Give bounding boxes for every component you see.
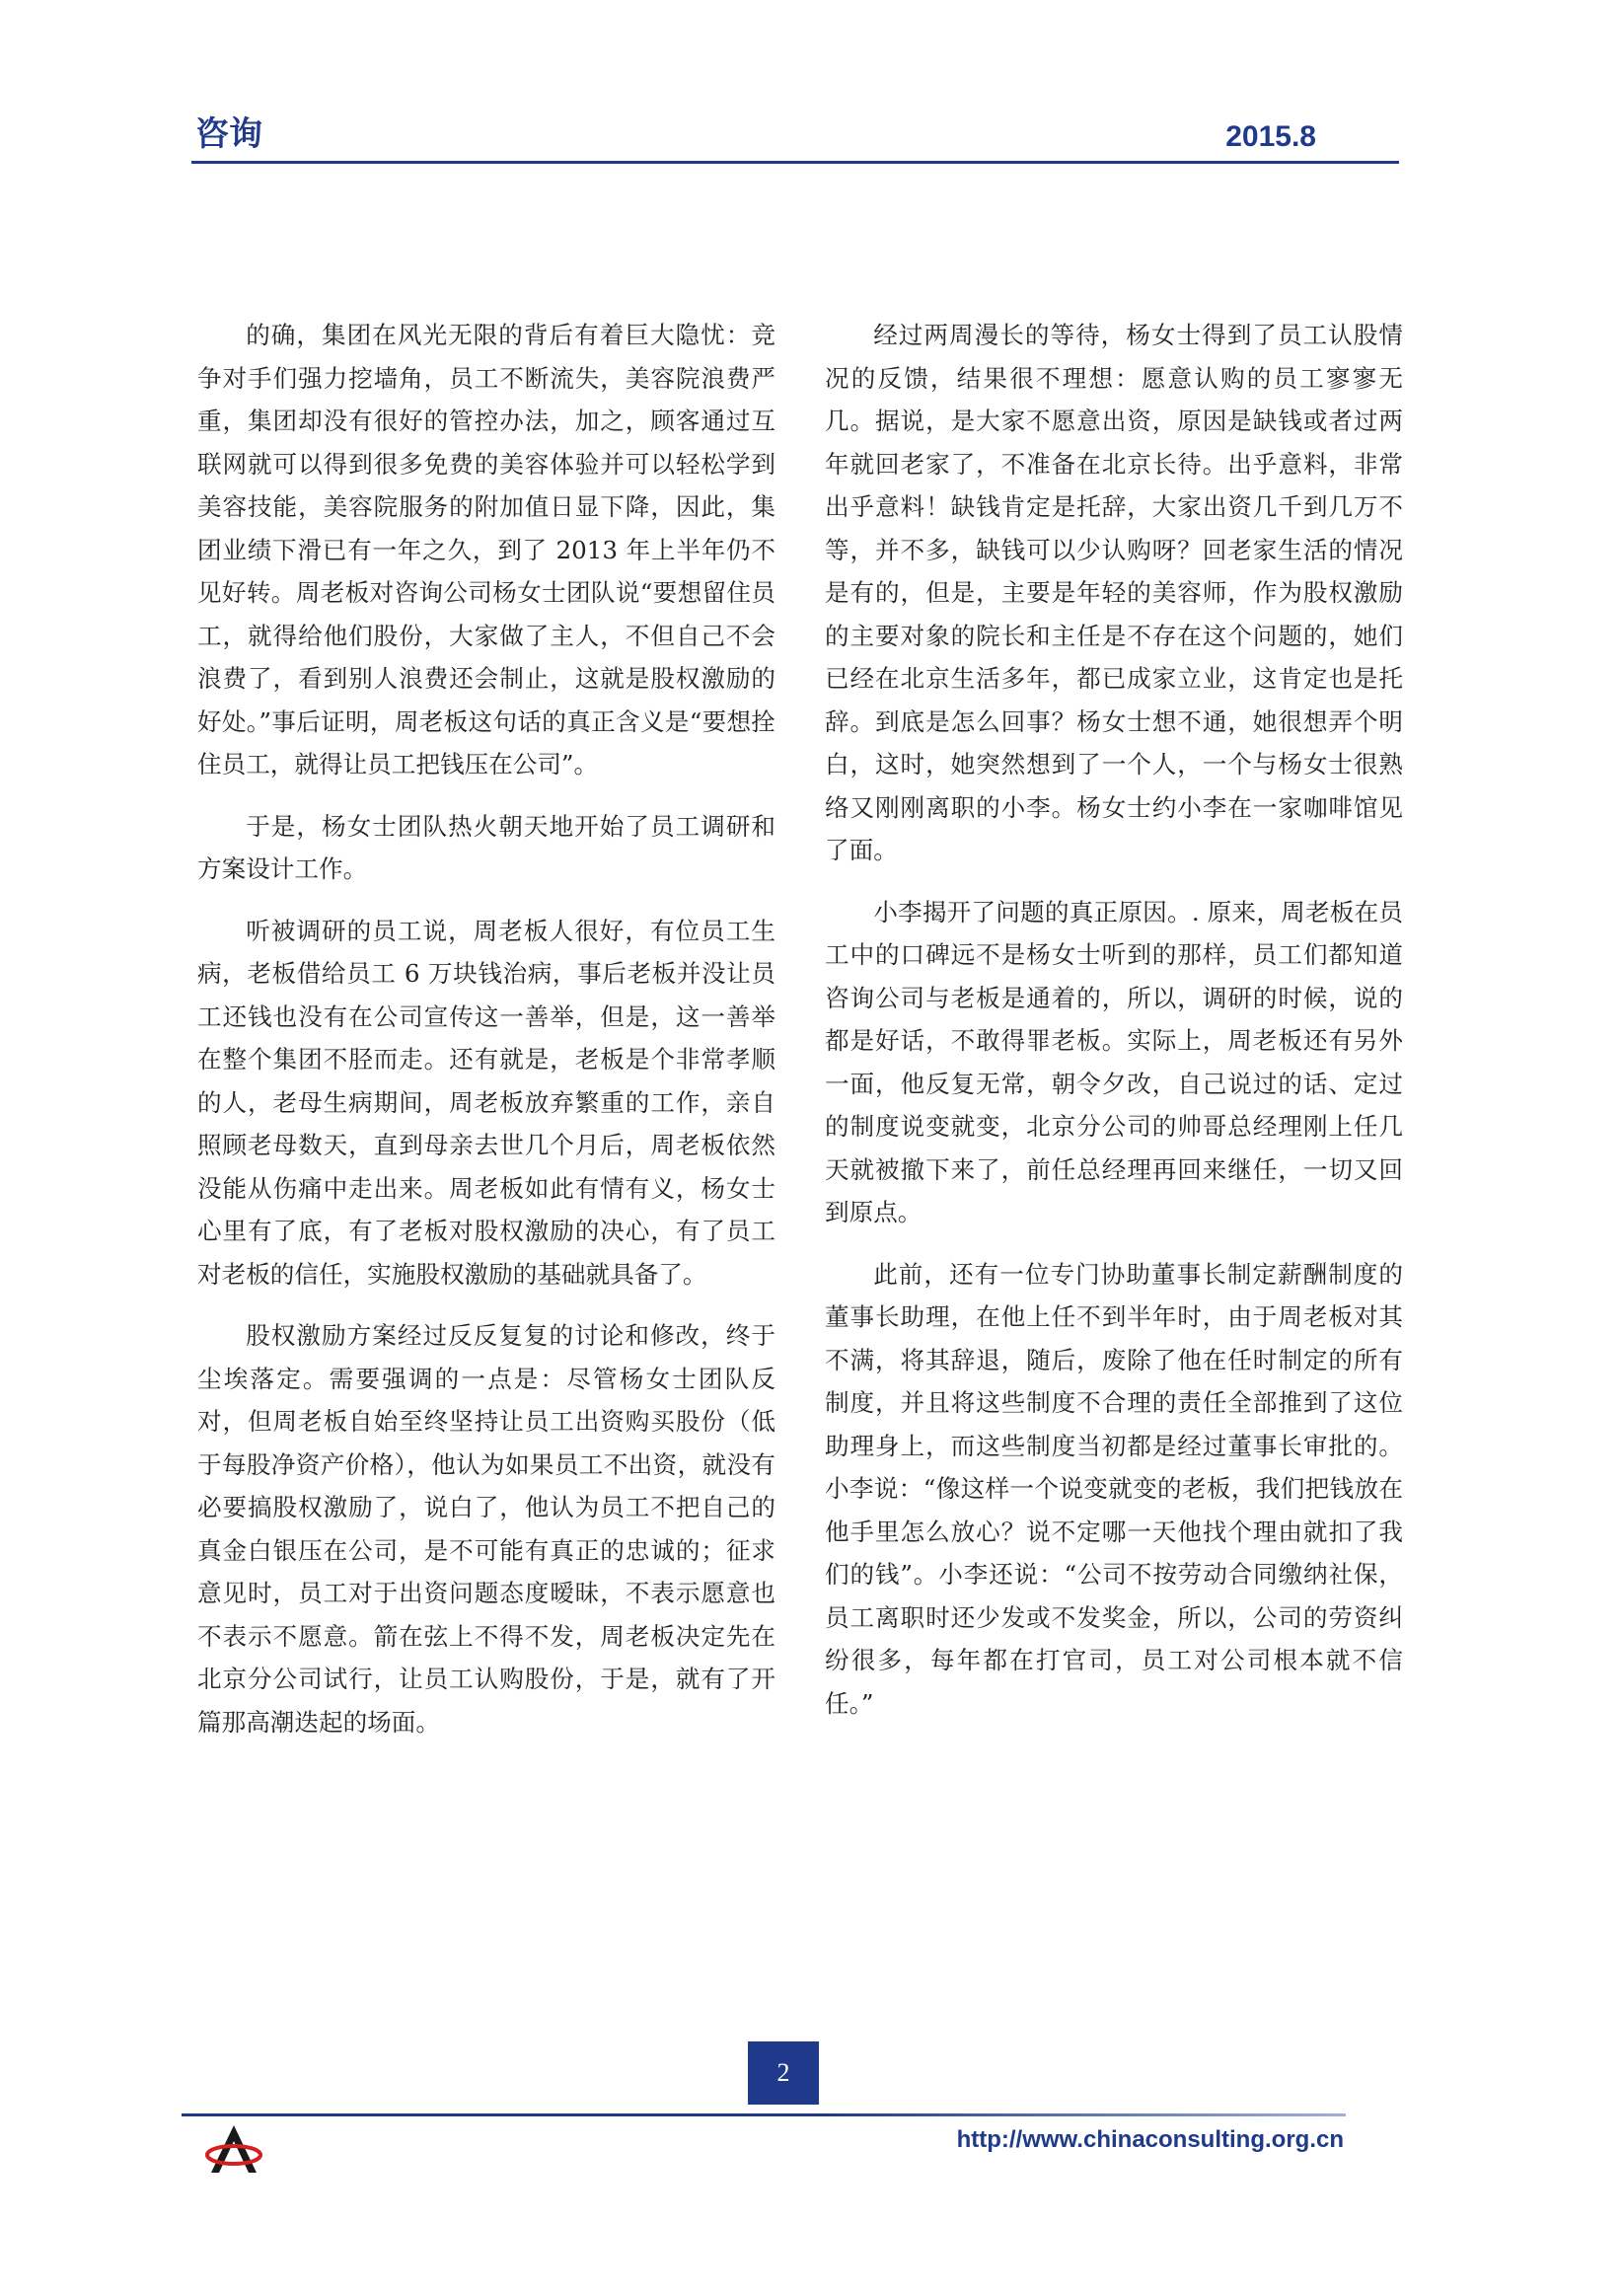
paragraph: 此前，还有一位专门协助董事长制定薪酬制度的董事长助理，在他上任不到半年时，由于周老板对其不满，将其辞退，随后，废除了他在任时制定的所有制度，并且将这些制度不合理的责任全部推到了这位助理身上，而这些制度当初都是经过董事长审批的。小李说：“像这样一个说变就变的老板，我们把钱放在他手里怎么放心？说不定哪一天他找个理由就扣了我们的钱”。小李还说：“公司不按劳动合同缴纳社保，员工离职时还少发或不发奖金，所以，公司的劳资纠纷很多，每年都在打官司，员工对公司根本就不信任。” [825,1259,1403,1718]
header-rule [191,161,1399,164]
paragraph: 的确，集团在风光无限的背后有着巨大隐忧：竞争对手们强力挖墙角，员工不断流失，美容院浪费严重，集团却没有很好的管控办法，加之，顾客通过互联网就可以得到很多免费的美容体验并可以轻松学到美容技能，美容院服务的附加值日显下降，因此，集团业绩下滑已有一年之久，到了 2013 年上半年仍不见好转。周老板对咨询公司杨女士团队说“要想留住员工，就得给他们股份，大家做了主人，不但自己不会浪费了，看到别人浪费还会制止，这就是股权激励的好处。”事后证明，周老板这句话的真正含义是“要想拴住员工，就得让员工把钱压在公司”。 [197,321,775,778]
footer-rule [182,2113,1346,2116]
page-number: 2 [748,2041,819,2105]
paragraph: 小李揭开了问题的真正原因。. 原来，周老板在员工中的口碑远不是杨女士听到的那样，员工们都知道咨询公司与老板是通着的，所以，调研的时候，说的都是好话，不敢得罪老板。实际上，周老板还有另外一面，他反复无常，朝令夕改，自己说过的话、定过的制度说变就变，北京分公司的帅哥总经理刚上任几天就被撤下来了，前任总经理再回来继任，一切又回到原点。 [825,897,1403,1226]
paragraph: 听被调研的员工说，周老板人很好，有位员工生病，老板借给员工 6 万块钱治病，事后老板并没让员工还钱也没有在公司宣传这一善举，但是，这一善举在整个集团不胫而走。还有就是，老板是个非常孝顺的人，老母生病期间，周老板放弃繁重的工作，亲自照顾老母数天，直到母亲去世几个月后，周老板依然没能从伤痛中走出来。周老板如此有情有义，杨女士心里有了底，有了老板对股权激励的决心，有了员工对老板的信任，实施股权激励的基础就具备了。 [197,916,775,1289]
header-title: 咨询 [195,114,262,154]
paragraph: 股权激励方案经过反反复复的讨论和修改，终于尘埃落定。需要强调的一点是：尽管杨女士团队反对，但周老板自始至终坚持让员工出资购买股份（低于每股净资产价格），他认为如果员工不出资，就没有必要搞股权激励了，说白了，他认为员工不把自己的真金白银压在公司，是不可能有真正的忠诚的；征求意见时，员工对于出资问题态度暧昧，不表示愿意也不表示不愿意。箭在弦上不得不发，周老板决定先在北京分公司试行，让员工认购股份，于是，就有了开篇那高潮迭起的场面。 [197,1321,775,1737]
website-link[interactable]: http://www.chinaconsulting.org.cn [956,2126,1344,2153]
issue-date: 2015.8 [1225,120,1316,153]
right-column [825,314,1403,1743]
paragraph: 于是，杨女士团队热火朝天地开始了员工调研和方案设计工作。 [197,811,775,883]
publisher-logo-icon [203,2121,264,2177]
paragraph: 经过两周漫长的等待，杨女士得到了员工认股情况的反馈，结果很不理想：愿意认购的员工寥寥无几。据说，是大家不愿意出资，原因是缺钱或者过两年就回老家了，不准备在北京长待。出乎意料，非常出乎意料！缺钱肯定是托辞，大家出资几千到几万不等，并不多，缺钱可以少认购呀？回老家生活的情况是有的，但是，主要是年轻的美容师，作为股权激励的主要对象的院长和主任是不存在这个问题的，她们已经在北京生活多年，都已成家立业，这肯定也是托辞。到底是怎么回事？杨女士想不通，她很想弄个明白，这时，她突然想到了一个人，一个与杨女士很熟络又刚刚离职的小李。杨女士约小李在一家咖啡馆见了面。 [825,321,1403,864]
left-column [197,314,775,1762]
